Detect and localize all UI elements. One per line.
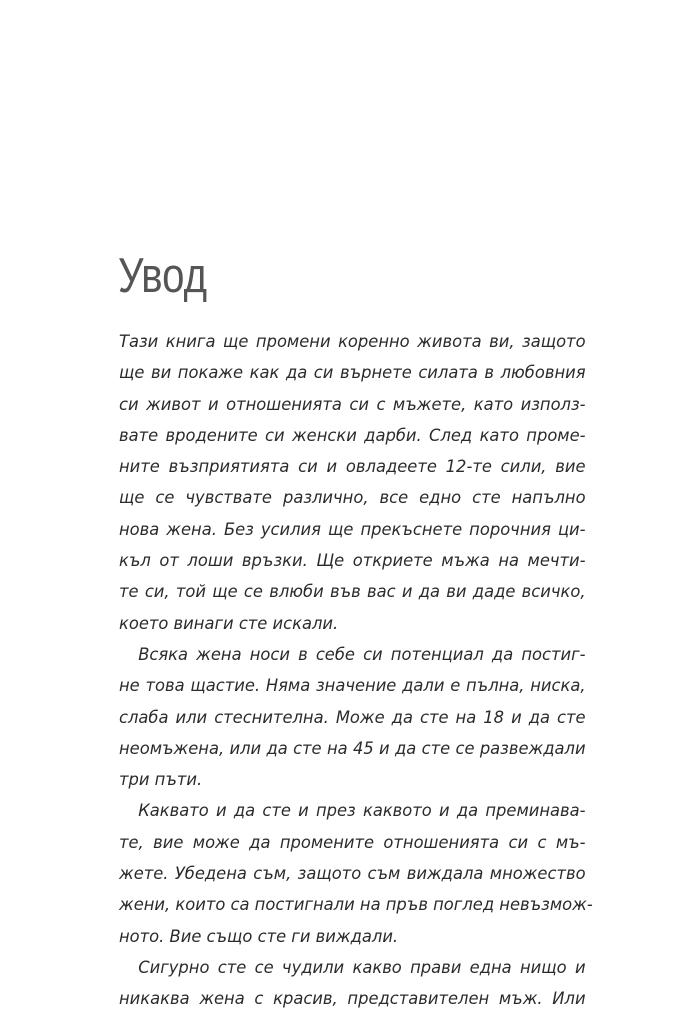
- text-line: слаба или стеснителна. Може да сте на 18 и да сте: [119, 707, 586, 728]
- text-line: Сигурно сте се чудили какво прави една нищо и: [138, 957, 586, 978]
- text-line: Всяка жена носи в себе си потенциал да постиг-: [138, 644, 586, 665]
- text-line: ще се чувствате различно, все едно сте напълно: [119, 488, 586, 509]
- text-line: жени, които са постигнали на пръв поглед невъзмож-: [119, 895, 593, 916]
- text-line: ще ви покаже как да си върнете силата в любовния: [119, 363, 586, 384]
- chapter-title: Увод: [118, 249, 208, 303]
- text-line: никаква жена с красив, представителен мъж. Или: [119, 989, 586, 1010]
- text-line: Тази книга ще промени коренно живота ви, защото: [119, 332, 586, 352]
- text-line: ните възприятията си и овладеете 12-те сили, вие: [119, 457, 586, 478]
- text-line: те си, той ще се влюби във вас и да ви даде всичко,: [119, 582, 586, 603]
- text-line: което винаги сте искали.: [119, 613, 339, 634]
- text-line: те, вие може да промените отношенията си с мъ-: [119, 832, 586, 853]
- text-line: къл от лоши връзки. Ще откриете мъжа на мечти-: [119, 551, 586, 572]
- text-line: не това щастие. Няма значение дали е пълна, ниска,: [119, 676, 586, 697]
- text-line: си живот и отношенията си с мъжете, като използ-: [119, 394, 586, 415]
- text-line: Каквато и да сте и през каквото и да преминава-: [138, 801, 586, 822]
- text-line: неомъжена, или да сте на 45 и да сте се развеждали: [119, 738, 586, 759]
- text-line: нова жена. Без усилия ще прекъснете порочния ци-: [119, 519, 586, 540]
- text-line: три пъти.: [119, 770, 203, 791]
- body-text: [119, 327, 593, 1016]
- text-line: вате вродените си женски дарби. След като проме-: [119, 425, 586, 446]
- text-line: ното. Вие също сте ги виждали.: [119, 926, 399, 947]
- text-line: жете. Убедена съм, защото съм виждала множество: [119, 864, 586, 885]
